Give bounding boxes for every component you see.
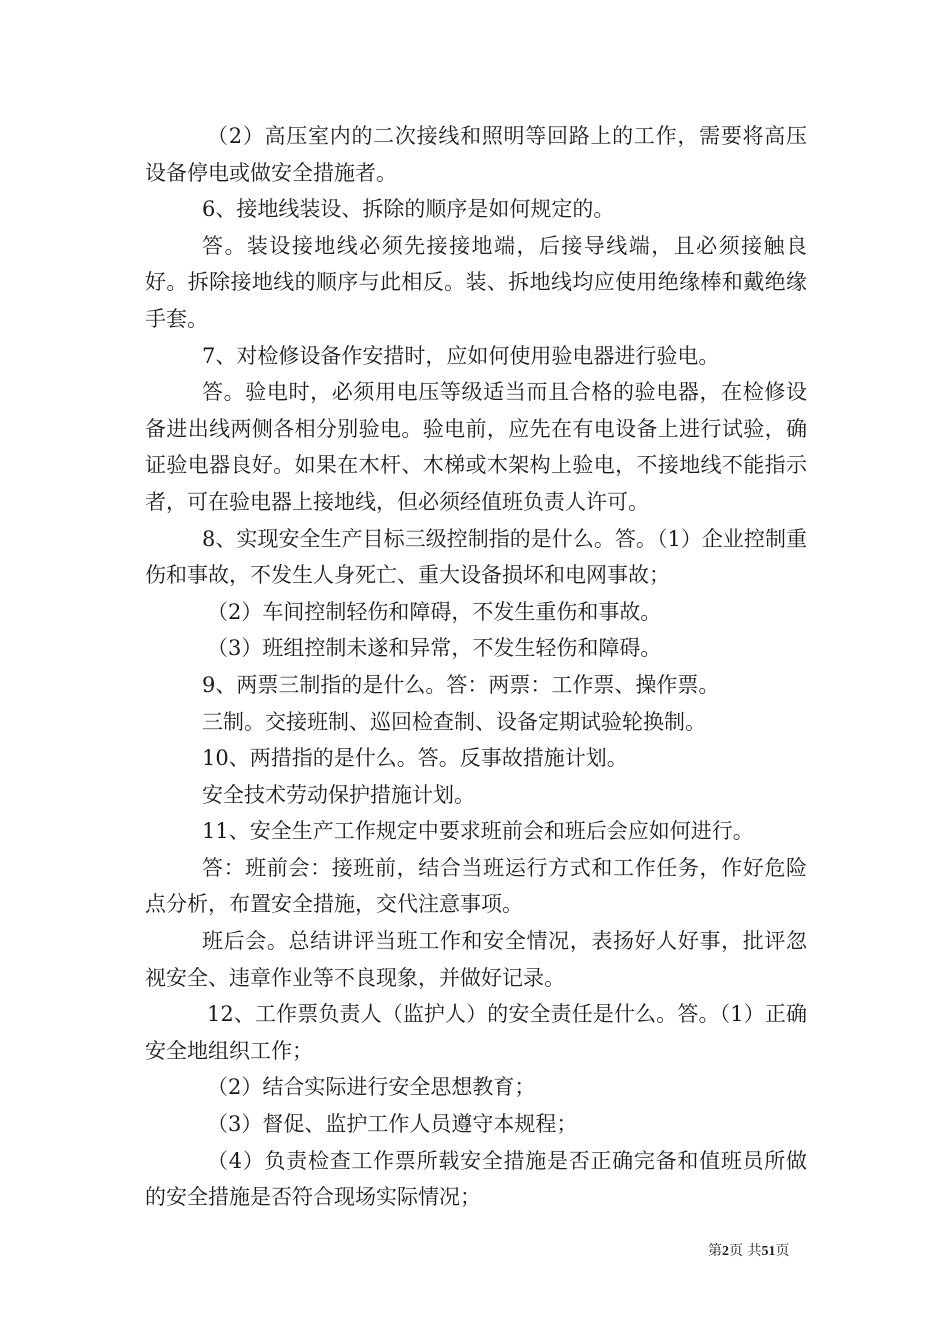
- paragraph-19: （4）负责检查工作票所载安全措施是否正确完备和值班员所做的安全措施是否符合现场实际情况；: [145, 1148, 807, 1210]
- paragraph-11: 10、两措指的是什么。答。反事故措施计划。: [202, 746, 628, 771]
- page-footer: [708, 1241, 789, 1262]
- paragraph-15: 班后会。总结讲评当班工作和安全情况，表扬好人好事，批评忽视安全、违章作业等不良现象，并做好记录。: [145, 929, 807, 990]
- paragraph-17: （2）结合实际进行安全思想教育；: [207, 1075, 536, 1100]
- paragraph-13: 11、安全生产工作规定中要求班前会和班后会应如何进行。: [202, 819, 754, 844]
- paragraph-6: 8、实现安全生产目标三级控制指的是什么。答。（1）企业控制重伤和事故，不发生人身死亡、重大设备损坏和电网事故；: [145, 526, 807, 588]
- paragraph-8: （3）班组控制未遂和异常，不发生轻伤和障碍。: [207, 636, 662, 661]
- paragraph-16: 12、工作票负责人（监护人）的安全责任是什么。答。（1）正确安全地组织工作；: [145, 1002, 807, 1063]
- paragraph-12: 安全技术劳动保护措施计划。: [202, 782, 475, 807]
- footer-prefix: 第: [708, 1243, 722, 1259]
- current-page-number: 2: [722, 1244, 729, 1259]
- paragraph-4: 7、对检修设备作安措时，应如何使用验电器进行验电。: [202, 343, 720, 368]
- paragraph-2: 6、接地线装设、拆除的顺序是如何规定的。: [202, 197, 615, 222]
- document-body: [145, 118, 807, 1216]
- paragraph-3: 答。装设接地线必须先接接地端，后接导线端，且必须接触良好。拆除接地线的顺序与此相反。装、拆地线均应使用绝缘棒和戴绝缘手套。: [145, 233, 807, 331]
- paragraph-18: （3）督促、监护工作人员遵守本规程；: [207, 1112, 578, 1137]
- footer-middle: 页 共: [729, 1243, 762, 1259]
- paragraph-1: （2）高压室内的二次接线和照明等回路上的工作，需要将高压设备停电或做安全措施者。: [145, 124, 807, 185]
- paragraph-9: 9、两票三制指的是什么。答：两票：工作票、操作票。: [202, 672, 720, 697]
- paragraph-5: 答。验电时，必须用电压等级适当而且合格的验电器，在检修设备进出线两侧各相分别验电。验电前，应先在有电设备上进行试验，确证验电器良好。如果在木杆、木梯或木架构上验电，不接地线不能指示者，可在验电器上接地线，但必须经值班负责人许可。: [145, 380, 807, 514]
- paragraph-10: 三制。交接班制、巡回检查制、设备定期试验轮换制。: [202, 709, 706, 734]
- paragraph-7: （2）车间控制轻伤和障碍，不发生重伤和事故。: [207, 599, 662, 624]
- paragraph-14: 答：班前会：接班前，结合当班运行方式和工作任务，作好危险点分析，布置安全措施，交代注意事项。: [145, 855, 807, 917]
- total-page-count: 51: [761, 1244, 776, 1259]
- footer-suffix: 页: [775, 1243, 790, 1259]
